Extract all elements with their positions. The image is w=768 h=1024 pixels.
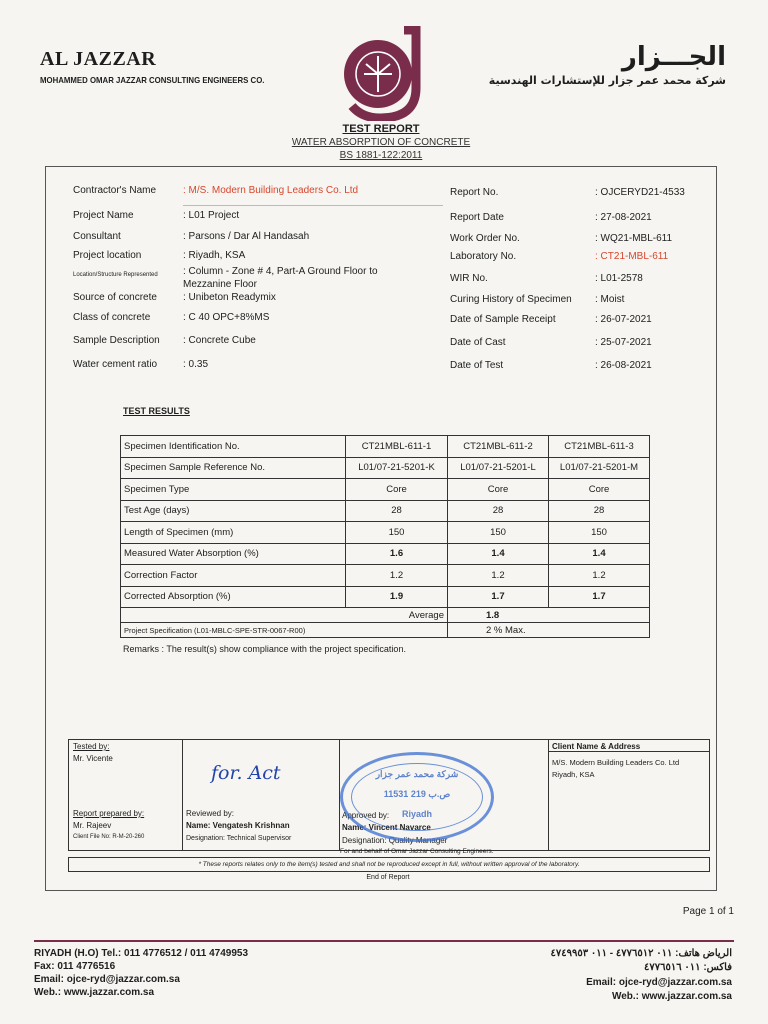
table-cell: Core — [549, 479, 650, 501]
wir-no-value: : L01-2578 — [595, 273, 643, 284]
work-order-label: Work Order No. — [450, 233, 520, 244]
average-label: Average — [121, 608, 448, 623]
footer-divider — [34, 940, 734, 942]
curing-history-value: : Moist — [595, 294, 625, 305]
table-cell: 1.7 — [448, 586, 549, 608]
wir-no-label: WIR No. — [450, 273, 488, 284]
table-row — [121, 522, 650, 544]
table-row — [121, 565, 650, 587]
report-date-label: Report Date — [450, 212, 504, 223]
table-cell: 28 — [448, 500, 549, 522]
company-name: AL JAZZAR — [40, 48, 157, 70]
class-concrete-value: : C 40 OPC+8%MS — [183, 312, 270, 323]
date-test-value: : 26-08-2021 — [595, 360, 652, 371]
signature-handwriting: for. Act — [211, 762, 281, 784]
laboratory-no-value: : CT21-MBL-611 — [595, 251, 669, 262]
report-title: TEST REPORT — [342, 123, 420, 135]
text-field: 11531 ص.ب 219 — [383, 789, 451, 799]
text-field: شركة محمد عمر جزار — [375, 769, 459, 779]
consultant-value: : Parsons / Dar Al Handasah — [183, 231, 310, 242]
table-cell: 1.4 — [448, 543, 549, 565]
row-label: Specimen Type — [121, 479, 346, 501]
footer-fax-arabic: فاكس: ٠١١ ٤٧٧٦٥١٦ — [644, 962, 732, 973]
consultant-label: Consultant — [73, 231, 121, 242]
remarks: Remarks : The result(s) show compliance with the project specification. — [123, 644, 406, 654]
specification-row — [121, 623, 650, 638]
row-label: Specimen Identification No. — [121, 436, 346, 458]
tested-by-label: Tested by: — [73, 742, 110, 751]
prepared-by-label: Report prepared by: — [73, 809, 145, 818]
location-structure-value: : Column - Zone # 4, Part-A Ground Floor to — [183, 266, 378, 277]
row-label: Measured Water Absorption (%) — [121, 543, 346, 565]
row-label: Corrected Absorption (%) — [121, 586, 346, 608]
table-cell: CT21MBL-611-1 — [346, 436, 448, 458]
table-row — [121, 543, 650, 565]
table-cell: L01/07-21-5201-K — [346, 457, 448, 479]
location-structure-value-2: Mezzanine Floor — [183, 279, 257, 290]
reviewed-by-name: Name: Vengatesh Krishnan — [186, 821, 290, 830]
company-stamp — [340, 752, 494, 842]
table-row — [121, 436, 650, 458]
company-name-arabic: الجـــزار — [621, 42, 726, 72]
company-subtitle: MOHAMMED OMAR JAZZAR CONSULTING ENGINEERS CO. — [40, 75, 265, 85]
curing-history-label: Curing History of Specimen — [450, 294, 572, 305]
report-subtitle: WATER ABSORPTION OF CONCRETE — [291, 137, 471, 148]
table-cell: L01/07-21-5201-M — [549, 457, 650, 479]
sample-description-value: : Concrete Cube — [183, 335, 256, 346]
footer-phone: RIYADH (H.O) Tel.: 011 4776512 / 011 4749953 — [34, 948, 249, 959]
for-behalf-text: For and behalf of Omar Jazzar Consulting Engineers. — [340, 848, 494, 855]
row-label: Test Age (days) — [121, 500, 346, 522]
footer-email: Email: ojce-ryd@jazzar.com.sa — [34, 974, 180, 985]
source-concrete-label: Source of concrete — [73, 292, 157, 303]
average-row — [121, 608, 650, 623]
company-logo — [340, 26, 430, 121]
table-row — [121, 586, 650, 608]
contractor-value: : M/S. Modern Building Leaders Co. Ltd — [183, 185, 359, 196]
table-cell: 1.7 — [549, 586, 650, 608]
project-name-value: : L01 Project — [183, 210, 240, 221]
disclaimer: * These reports relates only to the item(s) tested and shall not be reproduced except in full, without written approval of the laboratory. — [68, 857, 710, 872]
approved-by-designation: Designation: Quality Manager — [342, 836, 448, 845]
client-file-no: Client File No: R-M-20-260 — [73, 834, 145, 840]
table-row — [121, 457, 650, 479]
test-results-heading: TEST RESULTS — [123, 406, 190, 416]
table-cell: 28 — [549, 500, 650, 522]
table-cell: Core — [448, 479, 549, 501]
table-cell: 150 — [448, 522, 549, 544]
table-cell: 1.2 — [549, 565, 650, 587]
report-date-value: : 27-08-2021 — [595, 212, 652, 223]
table-row — [121, 479, 650, 501]
approved-by-label: Approved by: — [342, 811, 390, 820]
report-no-label: Report No. — [450, 187, 499, 198]
footer-phone-arabic: الرياض هاتف: ٠١١ ٤٧٧٦٥١٢ - ٠١١ ٤٧٤٩٩٥٣ — [550, 948, 732, 959]
page-number: Page 1 of 1 — [682, 906, 734, 917]
table-cell: Core — [346, 479, 448, 501]
footer-fax: Fax: 011 4776516 — [34, 961, 116, 972]
location-structure-label: Location/Structure Represented — [73, 272, 158, 278]
approved-by-name: Name: Vincent Navarce — [342, 823, 431, 832]
table-cell: 1.4 — [549, 543, 650, 565]
table-cell: 1.2 — [346, 565, 448, 587]
table-cell: L01/07-21-5201-L — [448, 457, 549, 479]
table-cell: 1.6 — [346, 543, 448, 565]
contractor-label: Contractor's Name — [73, 185, 157, 196]
tested-by-name: Mr. Vicente — [73, 754, 113, 763]
prepared-by-name: Mr. Rajeev — [73, 821, 112, 830]
class-concrete-label: Class of concrete — [73, 312, 151, 323]
sample-receipt-value: : 26-07-2021 — [595, 314, 652, 325]
work-order-value: : WQ21-MBL-611 — [595, 233, 673, 244]
table-cell: 28 — [346, 500, 448, 522]
report-standard: BS 1881-122:2011 — [339, 150, 423, 161]
table-cell: 150 — [549, 522, 650, 544]
water-cement-value: : 0.35 — [183, 359, 209, 370]
date-cast-value: : 25-07-2021 — [595, 337, 652, 348]
date-test-label: Date of Test — [450, 360, 504, 371]
water-cement-label: Water cement ratio — [73, 359, 158, 370]
client-name: M/S. Modern Building Leaders Co. Ltd — [552, 758, 680, 767]
table-cell: CT21MBL-611-2 — [448, 436, 549, 458]
client-address: Riyadh, KSA — [552, 770, 595, 779]
date-cast-label: Date of Cast — [450, 337, 506, 348]
sample-receipt-label: Date of Sample Receipt — [450, 314, 556, 325]
report-no-value: : OJCERYD21-4533 — [595, 187, 685, 198]
text-field: Riyadh — [401, 809, 432, 819]
footer-web-right: Web.: www.jazzar.com.sa — [611, 991, 732, 1002]
specification-value: 2 % Max. — [448, 623, 650, 638]
source-concrete-value: : Unibeton Readymix — [183, 292, 276, 303]
laboratory-no-label: Laboratory No. — [450, 251, 517, 262]
reviewed-by-label: Reviewed by: — [186, 809, 235, 818]
row-label: Specimen Sample Reference No. — [121, 457, 346, 479]
project-location-value: : Riyadh, KSA — [183, 250, 246, 261]
end-of-report: End of Report — [366, 874, 410, 881]
company-subtitle-arabic: شركة محمد عمر جزار للإستشارات الهندسية — [488, 74, 726, 87]
results-table — [120, 435, 650, 638]
sample-description-label: Sample Description — [73, 335, 160, 346]
footer-email-right: Email: ojce-ryd@jazzar.com.sa — [586, 977, 732, 988]
average-value: 1.8 — [448, 608, 650, 623]
row-label: Correction Factor — [121, 565, 346, 587]
table-row — [121, 500, 650, 522]
specification-label: Project Specification (L01-MBLC-SPE-STR-0067-R00) — [121, 623, 448, 638]
client-label: Client Name & Address — [552, 742, 641, 751]
footer-web: Web.: www.jazzar.com.sa — [34, 987, 155, 998]
table-cell: 150 — [346, 522, 448, 544]
table-cell: 1.9 — [346, 586, 448, 608]
row-label: Length of Specimen (mm) — [121, 522, 346, 544]
project-location-label: Project location — [73, 250, 142, 261]
table-cell: CT21MBL-611-3 — [549, 436, 650, 458]
project-name-label: Project Name — [73, 210, 134, 221]
reviewed-by-designation: Designation: Technical Supervisor — [186, 835, 292, 842]
table-cell: 1.2 — [448, 565, 549, 587]
